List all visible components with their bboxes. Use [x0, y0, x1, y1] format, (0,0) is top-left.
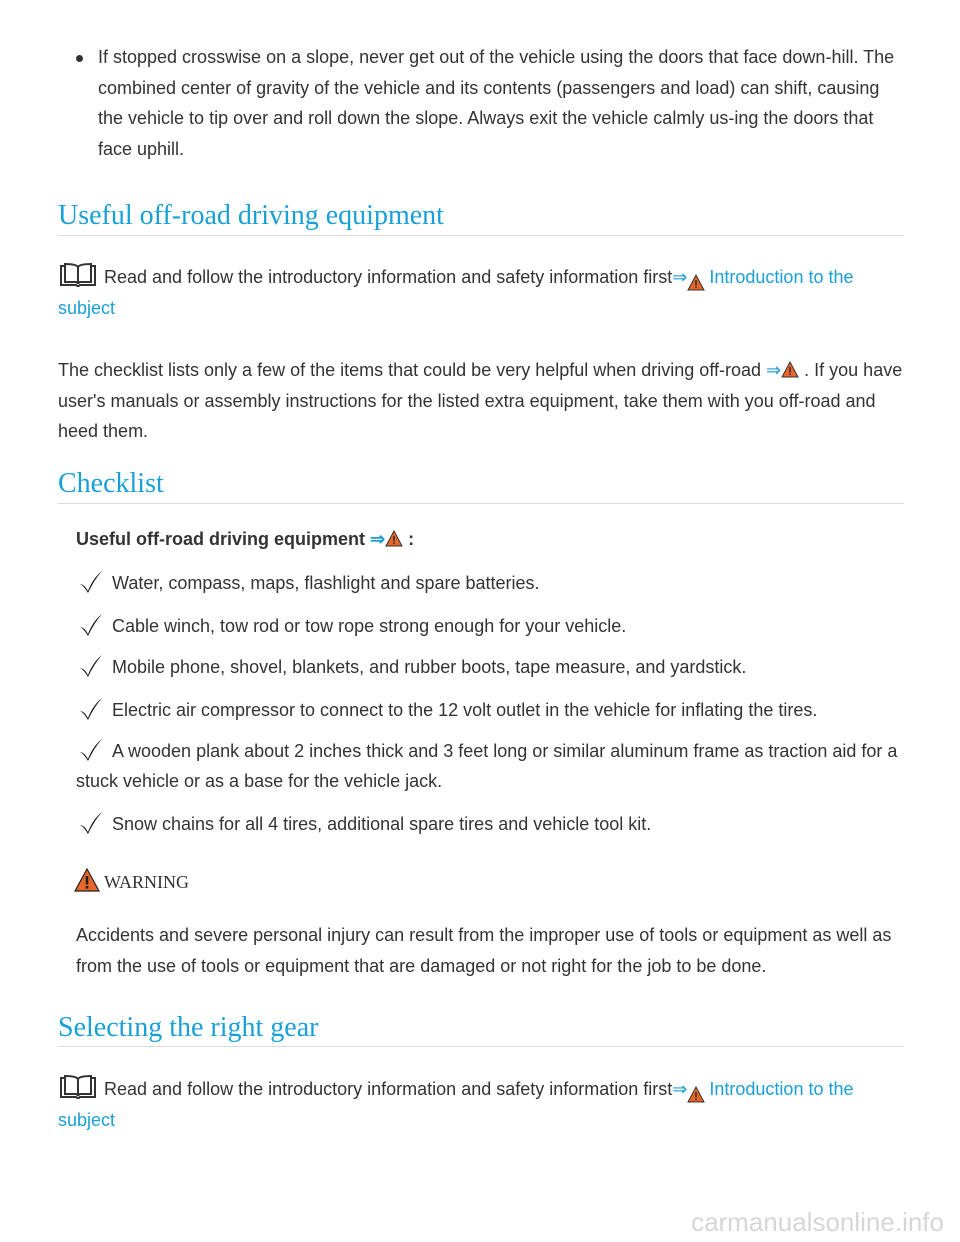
- arrow-glyph[interactable]: ⇒: [766, 360, 782, 380]
- arrow-glyph[interactable]: ⇒: [370, 529, 386, 549]
- checklist-item: [76, 611, 902, 641]
- intro-link[interactable]: Introduction to the subject: [58, 1079, 854, 1130]
- intro-text: Read and follow the introductory information and safety information first: [104, 267, 673, 287]
- warning-triangle-icon: [385, 530, 403, 547]
- section-title-equipment: Useful off-road driving equipment: [58, 200, 444, 231]
- checklist-item: [76, 652, 902, 682]
- checklist-lead-text: Useful off-road driving equipment: [76, 529, 366, 549]
- checkmark-icon: [78, 653, 104, 679]
- checklist-item: [76, 695, 902, 725]
- checklist-item: [76, 568, 902, 598]
- intro-note: [58, 1074, 898, 1135]
- checklist-item-text: Electric air compressor to connect to the 12 volt outlet in the vehicle for inflating the tires.: [112, 700, 818, 720]
- arrow-glyph: ⇒: [672, 267, 688, 287]
- checkmark-icon: [78, 612, 104, 638]
- book-icon: [58, 262, 98, 288]
- arrow-glyph: ⇒: [672, 1079, 688, 1099]
- checklist-item-text: Cable winch, tow rod or tow rope strong enough for your vehicle.: [112, 616, 627, 636]
- bullet-text: If stopped crosswise on a slope, never get out of the vehicle using the doors that face down-hill. The combined center of gravity of the vehicle and its contents (passengers and load) can shift, causing the vehicle to tip over and roll down the slope. Always exit the vehicle calmly us-ing the doors that face uphill.: [98, 47, 895, 159]
- warning-triangle-icon: [687, 274, 705, 291]
- checklist-item-text: Water, compass, maps, flashlight and spare batteries.: [112, 573, 540, 593]
- checkmark-icon: [78, 569, 104, 595]
- checklist-lead: [76, 529, 414, 550]
- checkmark-icon: [78, 696, 104, 722]
- safety-bullet: [76, 42, 896, 164]
- bullet-dot: [76, 55, 83, 62]
- section-divider: [58, 503, 904, 504]
- intro-note: [58, 262, 898, 323]
- para-text-b: . If you have user's manuals or assembly instructions for the listed extra equipment, take them with you off-road and heed them.: [58, 360, 903, 441]
- checklist-description: [58, 355, 903, 447]
- warning-heading: [74, 868, 189, 893]
- checkmark-icon: [78, 737, 104, 763]
- section-title-checklist: Checklist: [58, 468, 164, 499]
- book-icon: [58, 1074, 98, 1100]
- checklist-item-text: A wooden plank about 2 inches thick and 3 feet long or similar aluminum frame as traction aid for a stuck vehicle or as a base for the vehicle jack.: [76, 741, 898, 791]
- checklist-item-text: Mobile phone, shovel, blankets, and rubber boots, tape measure, and yardstick.: [112, 657, 747, 677]
- para-text-a: The checklist lists only a few of the items that could be very helpful when driving off-road: [58, 360, 762, 380]
- intro-text: Read and follow the introductory information and safety information first: [104, 1079, 673, 1099]
- section-divider: [58, 1046, 904, 1047]
- checklist-item: [76, 736, 902, 796]
- checklist-lead-colon: :: [408, 529, 415, 549]
- section-divider: [58, 235, 904, 236]
- warning-triangle-icon: [687, 1086, 705, 1103]
- warning-triangle-icon: [74, 868, 100, 892]
- checklist-item-text: Snow chains for all 4 tires, additional spare tires and vehicle tool kit.: [112, 814, 652, 834]
- warning-label: WARNING: [104, 872, 189, 892]
- checkmark-icon: [78, 810, 104, 836]
- section-title-gear: Selecting the right gear: [58, 1012, 319, 1043]
- warning-text: Accidents and severe personal injury can result from the improper use of tools or equipment as well as from the use of tools or equipment that are damaged or not right for the job to be done.: [76, 925, 892, 976]
- intro-link[interactable]: Introduction to the subject: [58, 267, 854, 318]
- warning-triangle-icon: [781, 361, 799, 378]
- watermark: carmanualsonline.info: [691, 1207, 944, 1237]
- checklist-item: [76, 809, 902, 839]
